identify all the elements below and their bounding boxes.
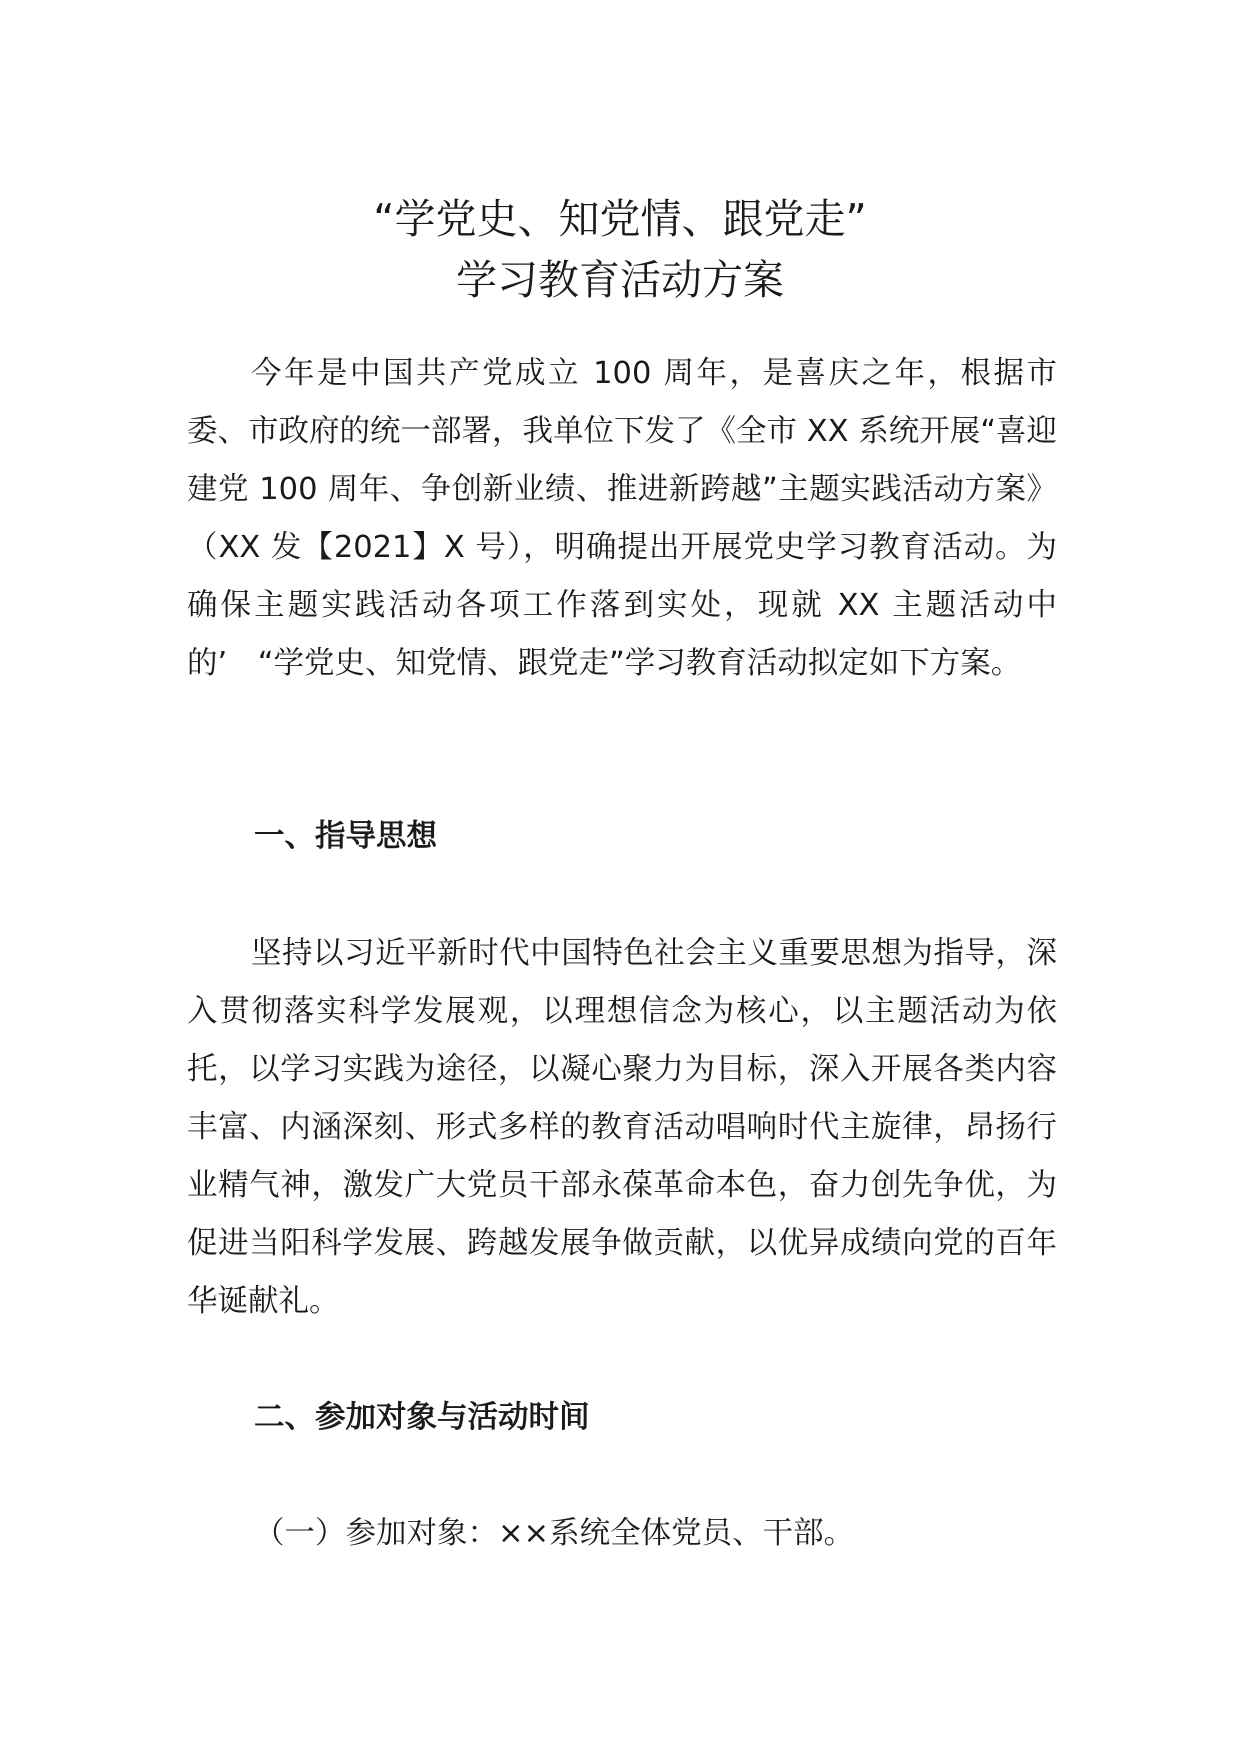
- participants-item: （一）参加对象：××系统全体党员、干部。: [254, 1516, 855, 1551]
- section-heading-participants-and-time: 二、参加对象与活动时间: [254, 1400, 590, 1435]
- guiding-ideology-paragraph: 坚持以习近平新时代中国特色社会主义重要思想为指导，深入贯彻落实科学发展观，以理想信念为核心，以主题活动为依托，以学习实践为途径，以凝心聚力为目标，深入开展各类内容丰富、内涵深刻、形式多样的教育活动唱响时代主旋律，昂扬行业精气神，激发广大党员干部永葆革命本色，奋力创先争优，为促进当阳科学发展、跨越发展争做贡献，以优异成绩向党的百年华诞献礼。: [187, 936, 1057, 1319]
- document-title-line-2: 学习教育活动方案: [456, 256, 784, 305]
- intro-paragraph: 今年是中国共产党成立 100 周年，是喜庆之年，根据市委、市政府的统一部署，我单位下发了《全市 XX 系统开展“喜迎建党 100 周年、争创新业绩、推进新跨越”主题实践活动方案》（XX 发【2021】X 号），明确提出开展党史学习教育活动。为确保主题实践活动各项工作落到实处，现就 XX 主题活动中的’ “学党史、知党情、跟党走”学习教育活动拟定如下方案。: [187, 356, 1057, 681]
- section-heading-guiding-ideology: 一、指导思想: [254, 819, 437, 854]
- document-title-line-1: “学党史、知党情、跟党走”: [373, 195, 867, 244]
